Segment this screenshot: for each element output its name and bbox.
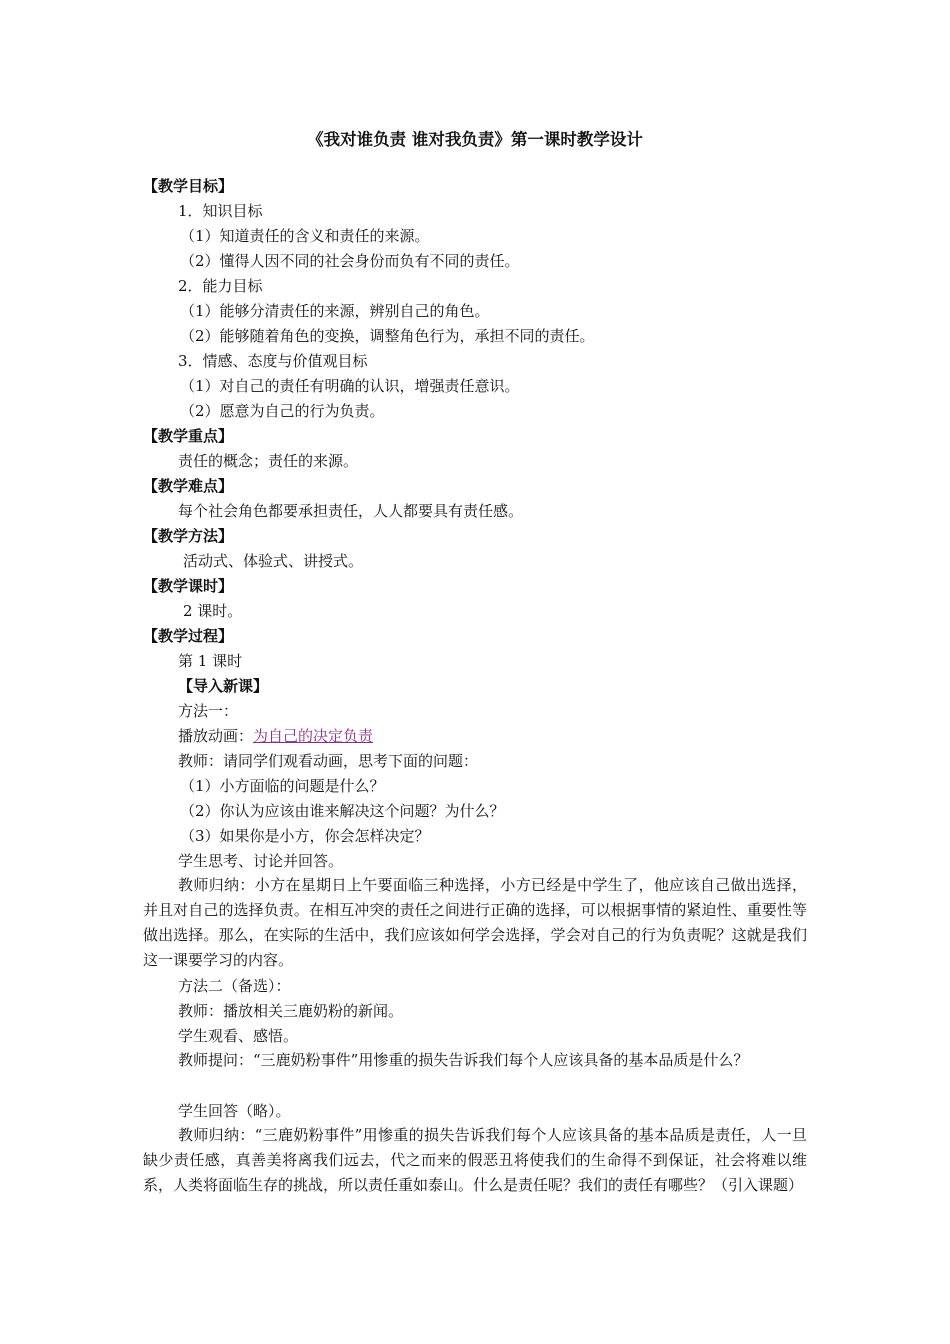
method-1-label: 方法一： [178,702,239,720]
hours-heading: 【教学课时】 [143,577,234,595]
difficulties-text: 每个社会角色都要承担责任，人人都要具有责任感。 [178,502,524,520]
question-1: （1）小方面临的问题是什么？ [180,777,385,795]
teacher-question: 教师：请同学们观看动画，思考下面的问题： [178,752,479,770]
play-animation-line [178,726,373,746]
hours-text: 2 课时。 [183,602,243,620]
methods-text: 活动式、体验式、讲授式。 [183,552,364,570]
objectives-heading: 【教学目标】 [143,177,234,195]
teacher-ask: 教师提问：“三鹿奶粉事件”用惨重的损失告诉我们每个人应该具备的基本品质是什么？ [178,1051,749,1069]
emotion-item-2: （2）愿意为自己的行为负责。 [180,402,385,420]
key-points-text: 责任的概念；责任的来源。 [178,452,359,470]
lesson-label: 第 1 课时 [178,652,243,670]
ability-item-1: （1）能够分清责任的来源，辨别自己的角色。 [180,302,490,320]
methods-heading: 【教学方法】 [143,527,234,545]
document-title: 《我对谁负责 谁对我负责》第一课时教学设计 [307,130,643,149]
question-2: （2）你认为应该由谁来解决这个问题？为什么？ [180,802,505,820]
key-points-heading: 【教学重点】 [143,427,234,445]
teacher-summary-1: 教师归纳：小方在星期日上午要面临三种选择，小方已经是中学生了，他应该自己做出选择，并且对自己的选择负责。在相互冲突的责任之间进行正确的选择，可以根据事情的紧迫性、重要性等做出选择。那么，在实际的生活中，我们应该如何学会选择，学会对自己的行为负责呢？这就是我们这一课要学习的内容。 [143,876,807,969]
emotion-objective: 3．情感、态度与价值观目标 [178,352,368,370]
intro-heading: 【导入新课】 [178,677,269,695]
teacher-summary-2: 教师归纳：“三鹿奶粉事件”用惨重的损失告诉我们每个人应该具备的基本品质是责任，人一旦缺少责任感，真善美将离我们远去，代之而来的假恶丑将使我们的生命得不到保证，社会将难以维系，人类将面临生存的挑战，所以责任重如泰山。什么是责任呢？我们的责任有哪些？（引入课题） [143,1126,807,1194]
students-answer: 学生回答（略）。 [178,1102,291,1120]
knowledge-item-2: （2）懂得人因不同的社会身份而负有不同的责任。 [180,252,520,270]
knowledge-item-1: （1）知道责任的含义和责任的来源。 [180,227,430,245]
difficulties-heading: 【教学难点】 [143,477,234,495]
method-2-label: 方法二（备选）： [178,977,291,995]
students-watch: 学生观看、感悟。 [178,1027,299,1045]
emotion-item-1: （1）对自己的责任有明确的认识，增强责任意识。 [180,377,520,395]
animation-link[interactable]: 为自己的决定负责 [253,727,374,745]
play-prefix: 播放动画： [178,727,254,745]
teacher-news: 教师：播放相关三鹿奶粉的新闻。 [178,1002,404,1020]
process-heading: 【教学过程】 [143,627,234,645]
students-think: 学生思考、讨论并回答。 [178,852,344,870]
knowledge-objective: 1．知识目标 [178,202,263,220]
ability-objective: 2．能力目标 [178,277,263,295]
question-3: （3）如果你是小方，你会怎样决定？ [180,827,430,845]
ability-item-2: （2）能够随着角色的变换，调整角色行为，承担不同的责任。 [180,327,595,345]
